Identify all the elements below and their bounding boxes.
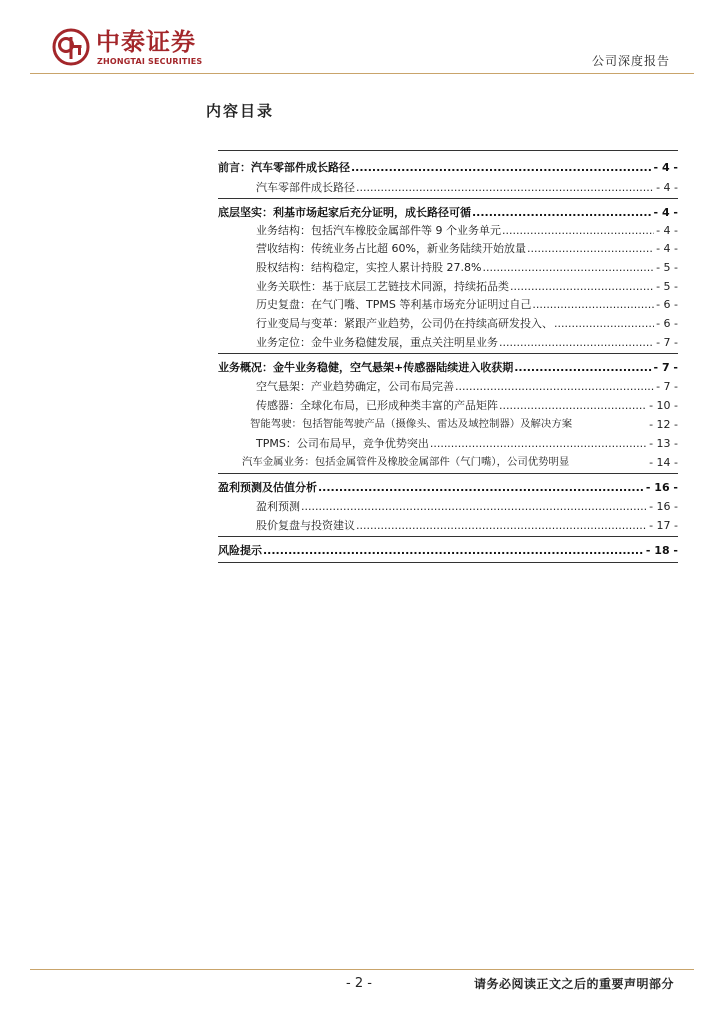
toc-entry-title: TPMS：公司布局早，竞争优势突出 — [256, 437, 429, 450]
toc-entry-page: - 14 - — [649, 456, 678, 469]
toc-entry-level2[interactable] — [218, 516, 678, 533]
toc-entry-level2[interactable] — [218, 453, 678, 470]
toc-entry-page: - 4 - — [653, 206, 678, 219]
toc-entry-title: 底层坚实：利基市场起家后充分证明，成长路径可循 — [218, 206, 471, 219]
toc-entry-page: - 17 - — [649, 519, 678, 532]
toc-entry-title: 前言：汽车零部件成长路径 — [218, 161, 350, 174]
toc-entry-title: 风险提示 — [218, 544, 262, 557]
toc-entry-level2[interactable] — [218, 434, 678, 451]
toc-entry-level1[interactable] — [218, 203, 678, 220]
footer-disclaimer: 请务必阅读正文之后的重要声明部分 — [473, 977, 674, 991]
company-logo — [52, 26, 222, 72]
toc-entry-page: - 18 - — [645, 544, 678, 557]
toc-bottom-rule — [218, 562, 678, 563]
toc-leader-dots — [514, 360, 651, 375]
toc-entry-title: 业务定位：金牛业务稳健发展，重点关注明星业务 — [256, 336, 498, 349]
toc-entry-title: 历史复盘：在气门嘴、TPMS 等利基市场充分证明过自己 — [256, 298, 532, 311]
toc-leader-dots — [499, 398, 647, 413]
toc-entry-title: 空气悬架：产业趋势确定，公司布局完善 — [256, 380, 454, 393]
toc-leader-dots — [351, 160, 652, 175]
toc-entry-title: 股权结构：结构稳定，实控人累计持股 27.8% — [256, 261, 482, 274]
logo-chinese-name: 中泰证券 — [96, 28, 196, 56]
toc-leader-dots — [482, 260, 654, 275]
toc-entry-title: 智能驾驶：包括智能驾驶产品（摄像头、雷达及域控制器）及解决方案 — [250, 418, 573, 430]
logo-english-name: ZHONGTAI SECURITIES — [97, 57, 203, 66]
toc-entry-level1[interactable] — [218, 541, 678, 558]
toc-entry-page: - 4 - — [656, 181, 678, 194]
toc-entry-page: - 6 - — [656, 298, 678, 311]
toc-leader-dots — [356, 180, 654, 195]
toc-entry-level2[interactable] — [218, 277, 678, 294]
toc-entry-title: 传感器：全球化布局，已形成种类丰富的产品矩阵 — [256, 399, 498, 412]
toc-leader-dots — [430, 436, 647, 451]
toc-entry-page: - 16 - — [649, 500, 678, 513]
toc-entry-level2[interactable] — [218, 314, 678, 331]
toc-separator — [218, 536, 678, 537]
toc-leader-dots — [263, 543, 644, 558]
toc-leader-dots — [510, 279, 654, 294]
page-header — [0, 0, 724, 80]
toc-leader-dots — [527, 241, 654, 256]
toc-entry-title: 业务概况：金牛业务稳健，空气悬架+传感器陆续进入收获期 — [218, 361, 514, 374]
toc-entry-level2[interactable] — [218, 333, 678, 350]
toc-entry-page: - 12 - — [649, 418, 678, 431]
toc-leader-dots — [532, 297, 654, 312]
toc-entry-level1[interactable] — [218, 158, 678, 175]
toc-entry-title: 行业变局与变革：紧跟产业趋势，公司仍在持续高研发投入、 — [256, 317, 553, 330]
toc-entry-page: - 7 - — [653, 361, 678, 374]
toc-entry-page: - 4 - — [656, 224, 678, 237]
toc-leader-dots — [499, 335, 654, 350]
toc-entry-title: 营收结构：传统业务占比超 60%，新业务陆续开始放量 — [256, 242, 526, 255]
toc-entry-page: - 6 - — [656, 317, 678, 330]
toc-leader-dots — [356, 518, 647, 533]
toc-leader-dots — [318, 480, 644, 495]
footer-divider — [30, 969, 694, 970]
toc-entry-page: - 4 - — [656, 242, 678, 255]
toc-entry-page: - 5 - — [656, 261, 678, 274]
toc-entry-level2[interactable] — [218, 178, 678, 195]
toc-separator — [218, 353, 678, 354]
toc-entry-level2[interactable] — [218, 295, 678, 312]
toc-entry-title: 业务关联性：基于底层工艺链技术同源，持续拓品类 — [256, 280, 509, 293]
toc-separator — [218, 198, 678, 199]
toc-entry-page: - 5 - — [656, 280, 678, 293]
toc-leader-dots — [502, 223, 654, 238]
toc-entry-page: - 7 - — [656, 336, 678, 349]
toc-leader-dots — [301, 499, 647, 514]
toc-entry-level1[interactable] — [218, 478, 678, 495]
toc-leader-dots — [472, 205, 652, 220]
toc-entry-title: 汽车金属业务：包括金属管件及橡胶金属部件（气门嘴），公司优势明显 — [242, 456, 570, 468]
report-type-label: 公司深度报告 — [591, 54, 670, 68]
toc-entry-level1[interactable] — [218, 358, 678, 375]
toc-title: 内容目录 — [206, 102, 275, 120]
toc-entry-level2[interactable] — [218, 258, 678, 275]
toc-entry-level2[interactable] — [218, 239, 678, 256]
toc-entry-title: 汽车零部件成长路径 — [256, 181, 355, 194]
zhongtai-logo-icon — [52, 28, 90, 66]
toc-entry-page: - 10 - — [649, 399, 678, 412]
toc-top-rule — [218, 150, 678, 151]
toc-entry-page: - 7 - — [656, 380, 678, 393]
toc-entry-level2[interactable] — [218, 377, 678, 394]
toc-entry-title: 业务结构：包括汽车橡胶金属部件等 9 个业务单元 — [256, 224, 501, 237]
toc-entry-level2[interactable] — [218, 221, 678, 238]
header-divider — [30, 73, 694, 74]
toc-entry-level2[interactable] — [218, 415, 678, 432]
toc-entry-level2[interactable] — [218, 396, 678, 413]
toc-entry-title: 股价复盘与投资建议 — [256, 519, 355, 532]
page-number: - 2 - — [346, 976, 372, 991]
toc-entry-title: 盈利预测 — [256, 500, 300, 513]
toc-entry-page: - 16 - — [645, 481, 678, 494]
toc-entry-title: 盈利预测及估值分析 — [218, 481, 317, 494]
toc-entry-level2[interactable] — [218, 497, 678, 514]
toc-leader-dots — [455, 379, 654, 394]
toc-separator — [218, 473, 678, 474]
toc-entry-page: - 13 - — [649, 437, 678, 450]
toc-leader-dots — [554, 316, 654, 331]
toc-entry-page: - 4 - — [653, 161, 678, 174]
